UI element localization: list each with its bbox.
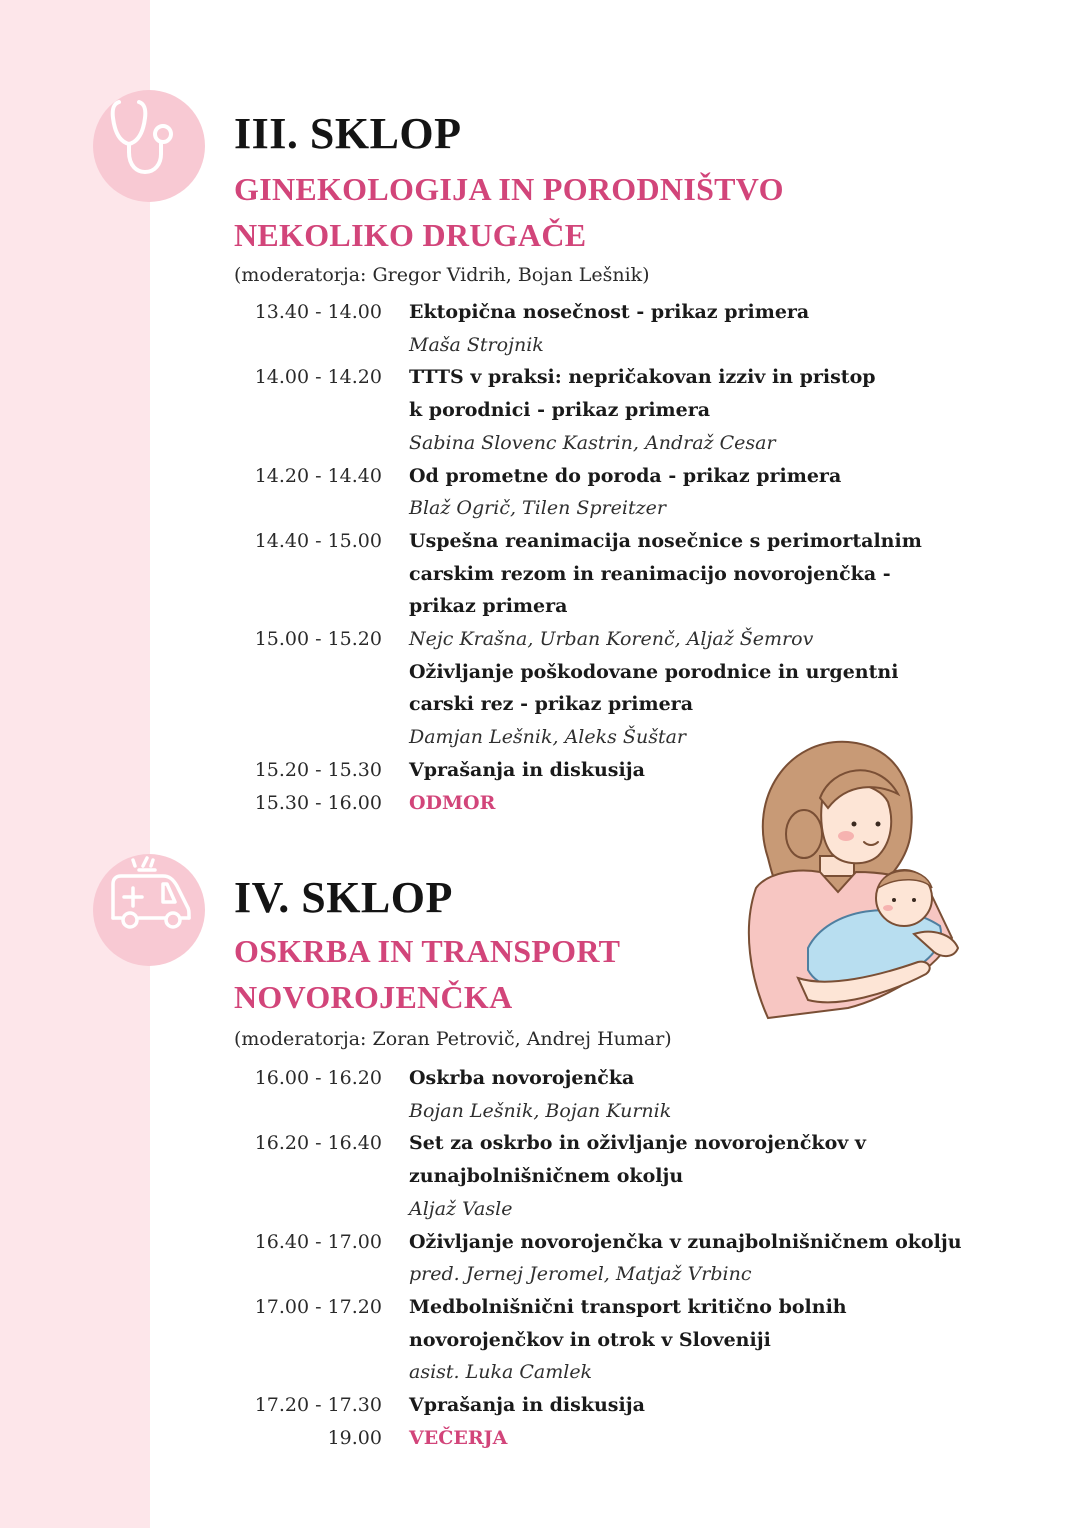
section4-subtitle [234, 928, 620, 1020]
program-row [0, 1422, 1080, 1455]
program-row [0, 1389, 1080, 1422]
row-title: Ektopična nosečnost - prikaz primera [409, 301, 810, 323]
row-title: Set za oskrbo in oživljanje novorojenčkov v [409, 1132, 866, 1155]
row-title: k porodnici - prikaz primera [409, 399, 711, 422]
row-speaker: Blaž Ogrič, Tilen Spreitzer [409, 497, 666, 520]
program-row [0, 1291, 1080, 1389]
break-label: ODMOR [409, 791, 496, 814]
section3-moderators: (moderatorja: Gregor Vidrih, Bojan Lešnik) [234, 264, 650, 286]
row-time: 16.20 - 16.40 [254, 1132, 382, 1155]
row-speaker: Maša Strojnik [409, 333, 544, 356]
section4-subtitle-line: NOVOROJENČKA [234, 979, 513, 1015]
row-speaker: Sabina Slovenc Kastrin, Andraž Cesar [409, 431, 776, 454]
row-speaker: Bojan Lešnik, Bojan Kurnik [409, 1099, 672, 1122]
break-label: VEČERJA [409, 1426, 508, 1449]
stethoscope-icon [93, 90, 205, 202]
row-time: 16.00 - 16.20 [254, 1067, 382, 1089]
row-time: 15.20 - 15.30 [254, 758, 382, 781]
row-title: Od prometne do poroda - prikaz primera [409, 464, 842, 487]
program-row [0, 296, 1080, 361]
section4-program [0, 1062, 1080, 1454]
row-speaker: pred. Jernej Jeromel, Matjaž Vrbinc [409, 1263, 752, 1286]
row-time: 16.40 - 17.00 [254, 1230, 382, 1253]
program-row [0, 1127, 1080, 1225]
row-title: Vprašanja in diskusija [409, 758, 645, 781]
row-time: 17.20 - 17.30 [254, 1394, 382, 1417]
program-row [0, 525, 1080, 754]
row-time: 13.40 - 14.00 [254, 301, 382, 323]
row-title: prikaz primera [409, 595, 568, 618]
row-title: novorojenčkov in otrok v Sloveniji [409, 1328, 771, 1351]
row-time: 14.00 - 14.20 [254, 366, 382, 389]
row-title: TTTS v praksi: nepričakovan izziv in pristop [409, 366, 876, 389]
row-title: Oživljanje novorojenčka v zunajbolnišničnem okolju [409, 1230, 962, 1253]
row-title: Oskrba novorojenčka [409, 1067, 635, 1089]
row-time: 15.30 - 16.00 [254, 791, 382, 814]
row-title: Oživljanje poškodovane porodnice in urgentni [409, 660, 899, 683]
row-time: 17.00 - 17.20 [254, 1295, 382, 1318]
row-time: 14.20 - 14.40 [254, 464, 382, 487]
section4-title: IV. SKLOP [234, 873, 453, 922]
row-title: Uspešna reanimacija nosečnice s perimortalnim [409, 529, 922, 552]
program-row [0, 1062, 1080, 1127]
row-title: carskim rezom in reanimacijo novorojenčka - [409, 562, 891, 585]
section4-moderators: (moderatorja: Zoran Petrovič, Andrej Humar) [234, 1028, 672, 1050]
row-title: Medbolnišnični transport kritično bolnih [409, 1295, 847, 1318]
row-speaker: Aljaž Vasle [409, 1197, 513, 1220]
row-speaker: Damjan Lešnik, Aleks Šuštar [409, 726, 686, 749]
section3-subtitle [234, 166, 784, 258]
row-time: 15.00 - 15.20 [254, 627, 382, 650]
row-speaker: Nejc Krašna, Urban Korenč, Aljaž Šemrov [409, 628, 814, 651]
program-row [0, 1226, 1080, 1291]
nurse-holding-baby-illustration [728, 738, 968, 1034]
row-title: Vprašanja in diskusija [409, 1394, 645, 1417]
section3-title: III. SKLOP [234, 109, 462, 158]
section3-subtitle-line: GINEKOLOGIJA IN PORODNIŠTVO [234, 171, 784, 207]
section4-subtitle-line: OSKRBA IN TRANSPORT [234, 933, 621, 969]
program-row [0, 460, 1080, 525]
row-title: zunajbolnišničnem okolju [409, 1165, 684, 1188]
program-row [0, 361, 1080, 459]
row-time: 19.00 [327, 1426, 382, 1449]
section3-subtitle-line: NEKOLIKO DRUGAČE [234, 217, 587, 253]
row-time: 14.40 - 15.00 [254, 529, 382, 552]
row-speaker: asist. Luka Camlek [409, 1361, 593, 1384]
ambulance-icon [93, 854, 205, 966]
row-title: carski rez - prikaz primera [409, 693, 694, 716]
